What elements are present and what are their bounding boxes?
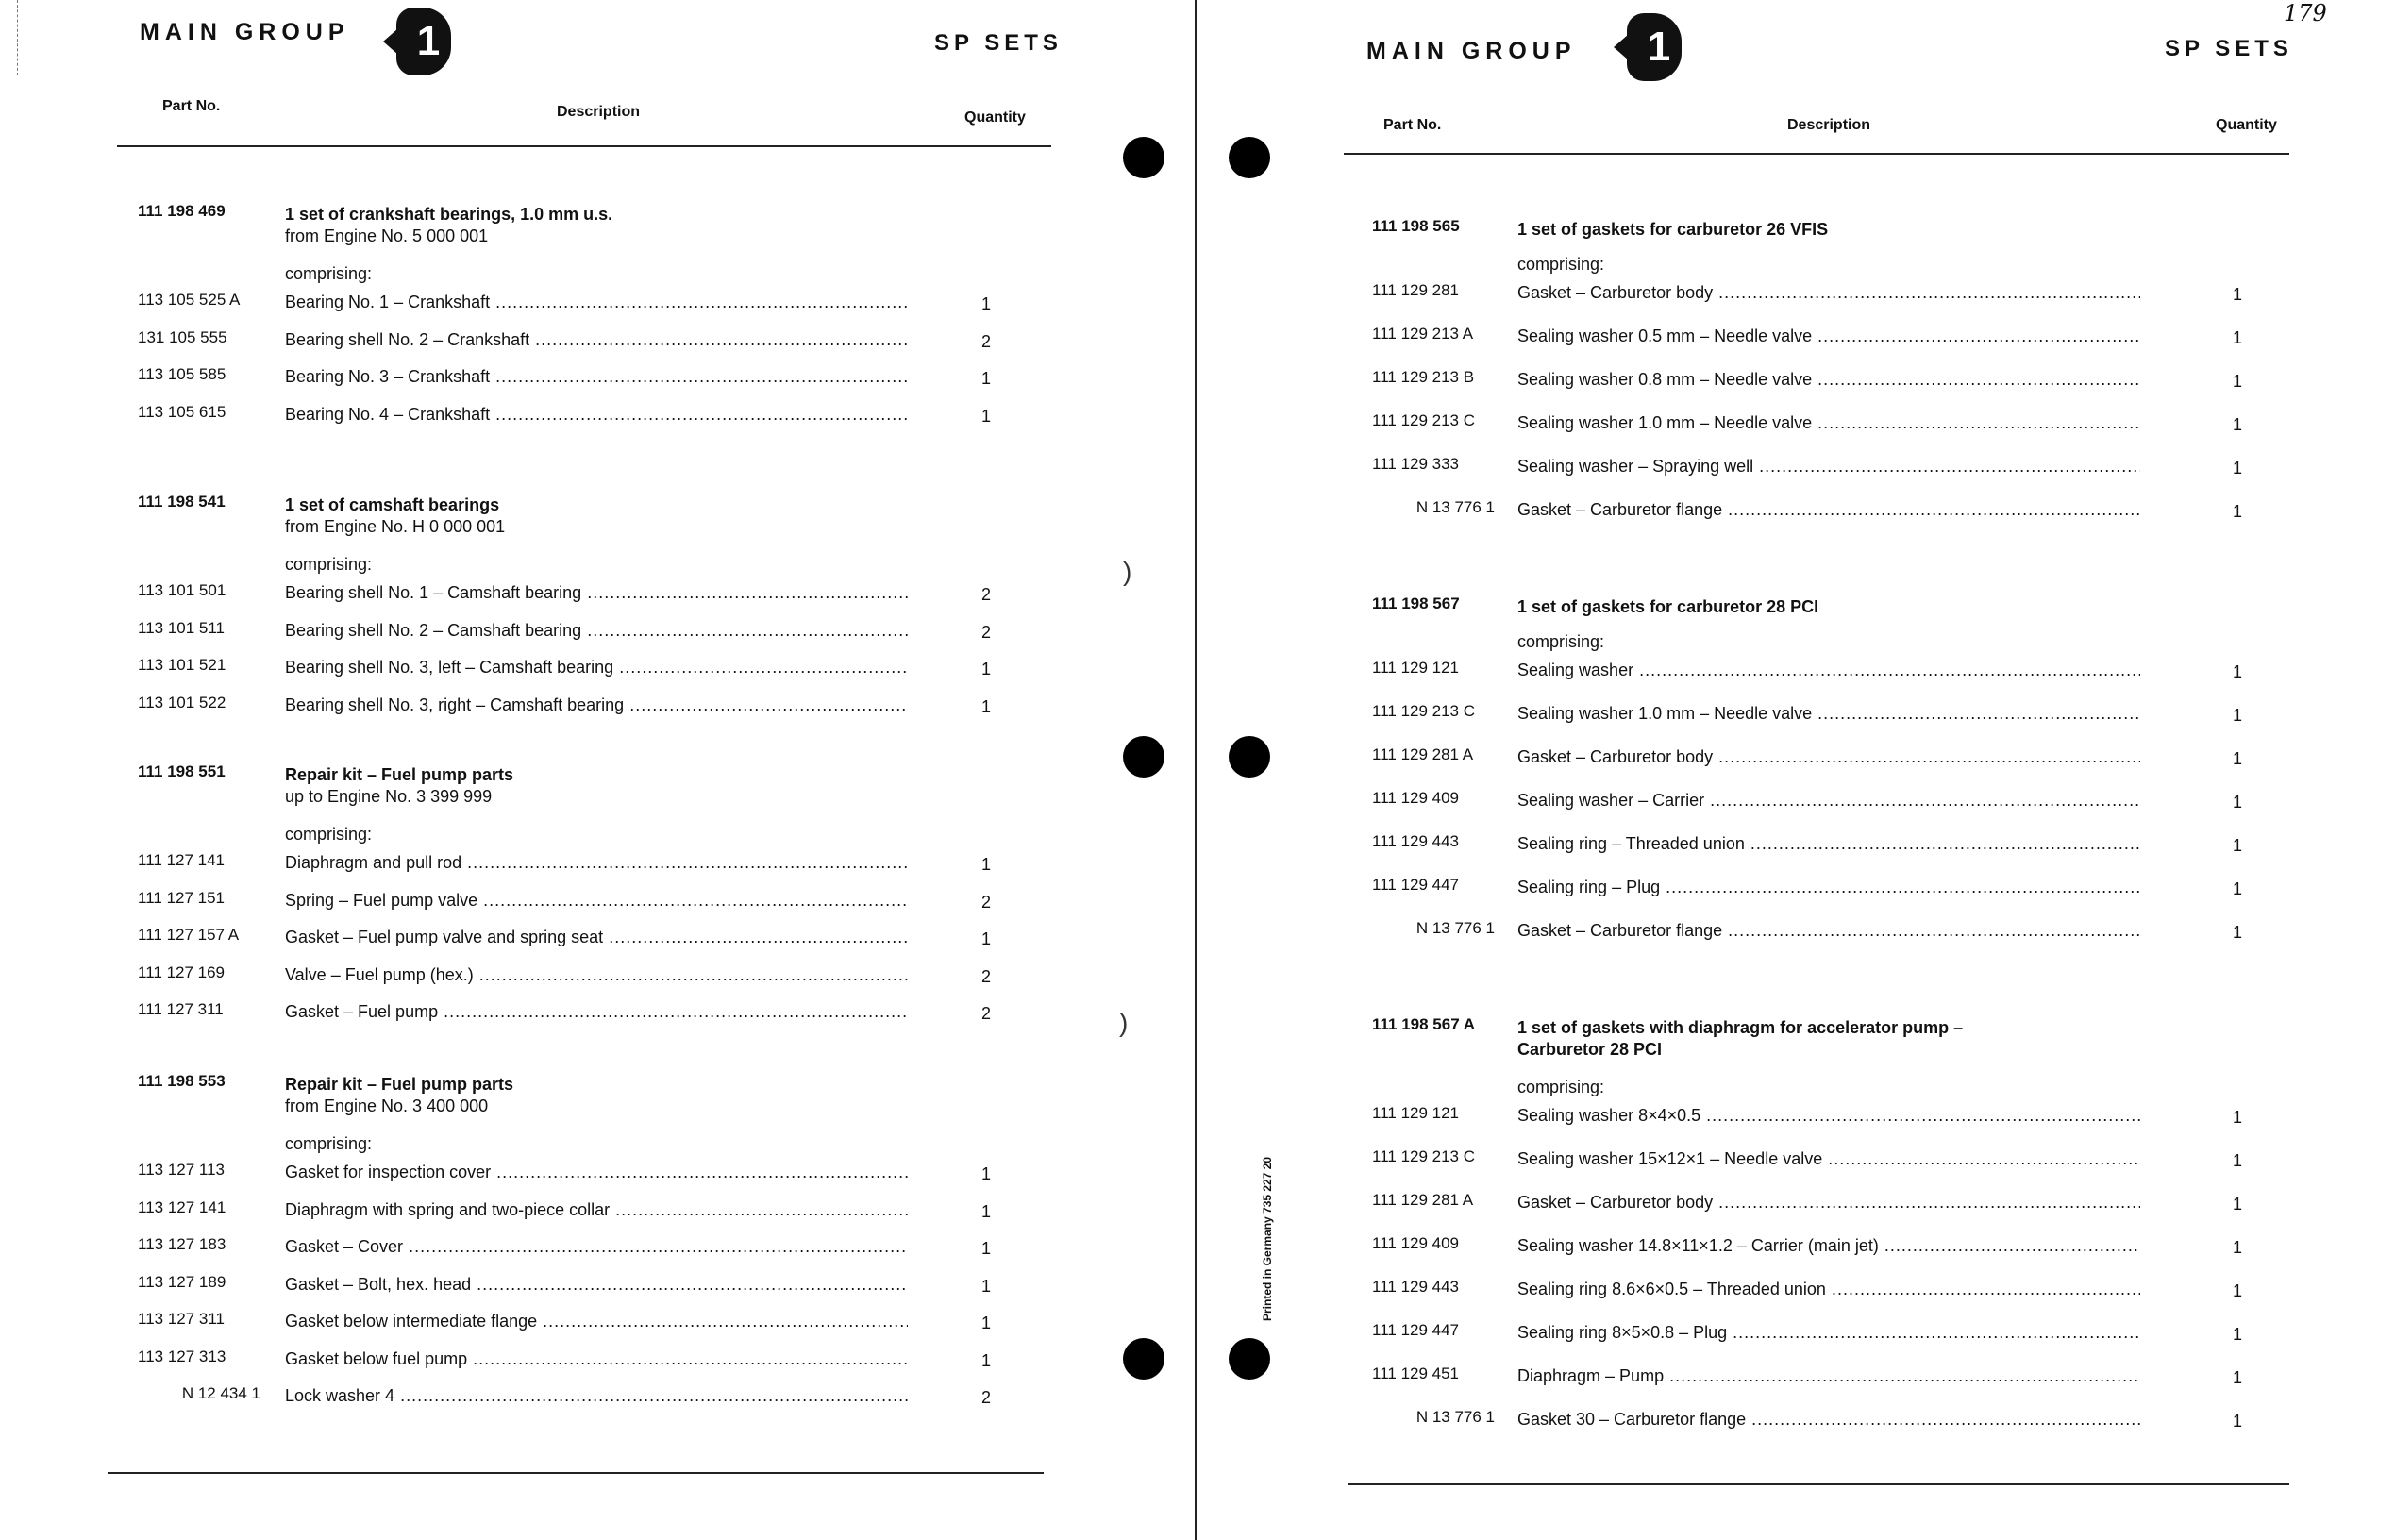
footer-rule bbox=[108, 1472, 1044, 1474]
item-description: Bearing No. 4 – Crankshaft ..... bbox=[285, 405, 908, 425]
set-header-row bbox=[0, 485, 1132, 513]
item-quantity: 1 bbox=[2232, 879, 2242, 898]
parts-row bbox=[0, 881, 1132, 916]
item-description: Sealing washer 1.0 mm – Needle valve ..... bbox=[1517, 704, 2140, 724]
parts-row bbox=[0, 574, 1132, 609]
item-description: Sealing washer ..... bbox=[1517, 661, 2140, 680]
item-quantity: 1 bbox=[2232, 923, 2242, 942]
parts-set-group bbox=[0, 755, 1132, 1023]
item-description: Sealing washer 1.0 mm – Needle valve ..... bbox=[1517, 413, 2140, 433]
item-part-number: 113 101 501 bbox=[138, 581, 226, 599]
header-rule bbox=[117, 145, 1051, 147]
item-quantity: 2 bbox=[980, 1388, 991, 1407]
item-quantity: 1 bbox=[980, 696, 991, 716]
set-title: 1 set of crankshaft bearings, 1.0 mm u.s. bbox=[285, 205, 613, 224]
group-number-badge bbox=[1627, 13, 1682, 81]
item-description: Gasket below intermediate flange ..... bbox=[285, 1312, 908, 1331]
item-quantity: 1 bbox=[2232, 662, 2242, 681]
item-part-number: 113 127 313 bbox=[138, 1347, 226, 1365]
set-title: 1 set of gaskets for carburetor 26 VFIS bbox=[1517, 220, 1829, 239]
bracket-mark: ) bbox=[1119, 1008, 1129, 1037]
col-header-description: Description bbox=[557, 104, 641, 120]
item-part-number: 111 129 121 bbox=[1372, 659, 1460, 677]
parts-row bbox=[1197, 651, 2329, 686]
item-quantity: 1 bbox=[980, 1350, 991, 1370]
set-title: 1 set of camshaft bearings bbox=[285, 495, 500, 514]
parts-row bbox=[1197, 695, 2329, 729]
item-description: Gasket – Fuel pump valve and spring seat ..... bbox=[285, 928, 908, 947]
set-part-number: 111 198 565 bbox=[1372, 217, 1460, 235]
item-quantity: 1 bbox=[980, 294, 991, 313]
item-part-number: 113 105 615 bbox=[138, 402, 226, 421]
parts-row bbox=[1197, 1400, 2329, 1435]
item-description: Bearing shell No. 3, left – Camshaft bearing ..... bbox=[285, 658, 908, 678]
item-part-number: 111 127 311 bbox=[138, 1000, 224, 1018]
item-part-number: 111 129 213 C bbox=[1372, 1147, 1476, 1165]
item-part-number: 111 129 281 bbox=[1372, 281, 1460, 299]
left-page bbox=[0, 0, 1197, 1540]
item-part-number: 113 127 183 bbox=[138, 1235, 226, 1253]
item-part-number: 113 127 311 bbox=[138, 1310, 226, 1328]
item-part-number: N 13 776 1 bbox=[1415, 919, 1495, 937]
item-description: Gasket below fuel pump ..... bbox=[285, 1349, 908, 1369]
right-page bbox=[1197, 0, 2395, 1540]
col-header-part: Part No. bbox=[1383, 117, 1442, 133]
sp-sets-heading: SP SETS bbox=[934, 30, 1063, 56]
item-quantity: 1 bbox=[2232, 372, 2242, 391]
item-part-number: 111 129 333 bbox=[1372, 455, 1460, 473]
item-part-number: 113 101 521 bbox=[138, 656, 226, 674]
parts-row bbox=[0, 844, 1132, 879]
item-quantity: 1 bbox=[980, 1201, 991, 1221]
parts-row bbox=[1197, 360, 2329, 395]
col-header-part: Part No. bbox=[162, 98, 221, 114]
set-header-row bbox=[1197, 1008, 2329, 1036]
item-part-number: 111 129 451 bbox=[1372, 1364, 1460, 1382]
punch-hole bbox=[1123, 736, 1164, 778]
item-part-number: 111 129 443 bbox=[1372, 1278, 1460, 1296]
item-quantity: 2 bbox=[980, 892, 991, 912]
item-description: Sealing ring – Threaded union ..... bbox=[1517, 834, 2140, 854]
parts-row bbox=[0, 918, 1132, 953]
parts-row bbox=[1197, 491, 2329, 526]
set-title: 1 set of gaskets with diaphragm for accelerator pump – bbox=[1517, 1018, 1964, 1037]
item-description: Bearing shell No. 2 – Crankshaft ..... bbox=[285, 330, 908, 350]
item-description: Sealing washer 0.8 mm – Needle valve ..... bbox=[1517, 370, 2140, 390]
item-part-number: 111 127 157 A bbox=[138, 926, 240, 944]
parts-row bbox=[1197, 1140, 2329, 1175]
item-description: Gasket – Carburetor body ..... bbox=[1517, 283, 2140, 303]
parts-row bbox=[1197, 1227, 2329, 1262]
set-engine-range: from Engine No. 3 400 000 bbox=[285, 1096, 489, 1115]
item-quantity: 1 bbox=[2232, 1412, 2242, 1431]
parts-row bbox=[0, 1340, 1132, 1375]
item-quantity: 2 bbox=[980, 331, 991, 351]
col-header-quantity: Quantity bbox=[964, 109, 1026, 126]
item-description: Sealing washer 8×4×0.5 ..... bbox=[1517, 1106, 2140, 1126]
parts-row bbox=[1197, 1357, 2329, 1392]
item-description: Lock washer 4 ..... bbox=[285, 1386, 908, 1406]
item-quantity: 1 bbox=[2232, 1151, 2242, 1170]
set-part-number: 111 198 567 A bbox=[1372, 1015, 1476, 1033]
parts-row bbox=[0, 648, 1132, 683]
set-part-number: 111 198 567 bbox=[1372, 594, 1460, 612]
item-quantity: 1 bbox=[980, 369, 991, 388]
comprising-label: comprising: bbox=[285, 1134, 373, 1153]
item-quantity: 1 bbox=[980, 406, 991, 426]
item-part-number: 111 129 213 B bbox=[1372, 368, 1475, 386]
parts-row bbox=[0, 686, 1132, 721]
main-group-heading: MAIN GROUP bbox=[140, 19, 350, 45]
main-group-heading: MAIN GROUP bbox=[1366, 38, 1577, 64]
comprising-label: comprising: bbox=[1517, 255, 1605, 274]
item-part-number: 113 127 189 bbox=[138, 1272, 226, 1291]
set-engine-range: from Engine No. 5 000 001 bbox=[285, 226, 489, 245]
parts-set-group bbox=[0, 194, 1132, 426]
comprising-label: comprising: bbox=[285, 825, 373, 844]
item-description: Bearing No. 1 – Crankshaft ..... bbox=[285, 293, 908, 312]
parts-set-group bbox=[0, 1064, 1132, 1407]
parts-row bbox=[1197, 404, 2329, 439]
header-rule bbox=[1344, 153, 2289, 155]
parts-row bbox=[1197, 912, 2329, 946]
parts-row bbox=[0, 993, 1132, 1028]
item-part-number: 111 127 169 bbox=[138, 962, 226, 981]
parts-row bbox=[0, 1377, 1132, 1412]
parts-row bbox=[1197, 1183, 2329, 1218]
item-description: Gasket – Carburetor body ..... bbox=[1517, 747, 2140, 767]
comprising-label: comprising: bbox=[285, 555, 373, 574]
item-description: Sealing washer 15×12×1 – Needle valve ..... bbox=[1517, 1149, 2140, 1169]
item-quantity: 1 bbox=[980, 1276, 991, 1296]
item-part-number: N 13 776 1 bbox=[1415, 1408, 1495, 1426]
item-part-number: 111 129 213 A bbox=[1372, 325, 1474, 343]
item-part-number: 113 127 141 bbox=[138, 1197, 226, 1216]
punch-hole bbox=[1229, 137, 1270, 178]
set-engine-range: up to Engine No. 3 399 999 bbox=[285, 787, 493, 806]
item-part-number: 111 127 151 bbox=[138, 888, 226, 907]
item-description: Gasket 30 – Carburetor flange ..... bbox=[1517, 1410, 2140, 1430]
item-quantity: 1 bbox=[2232, 502, 2242, 521]
item-quantity: 1 bbox=[2232, 415, 2242, 434]
parts-row bbox=[0, 956, 1132, 991]
parts-set-group bbox=[1197, 587, 2329, 942]
handwritten-page-number: 179 bbox=[2284, 0, 2327, 26]
item-quantity: 1 bbox=[2232, 706, 2242, 725]
comprising-label: comprising: bbox=[285, 264, 373, 283]
parts-row bbox=[0, 1228, 1132, 1263]
punch-hole bbox=[1123, 137, 1164, 178]
set-title: Repair kit – Fuel pump parts bbox=[285, 1075, 514, 1094]
item-part-number: 111 129 213 C bbox=[1372, 411, 1476, 429]
item-part-number: 111 129 281 A bbox=[1372, 745, 1474, 763]
item-description: Gasket – Carburetor flange ..... bbox=[1517, 500, 2140, 520]
item-quantity: 1 bbox=[2232, 285, 2242, 304]
set-header-row bbox=[0, 1064, 1132, 1093]
item-description: Sealing ring – Plug ..... bbox=[1517, 878, 2140, 897]
item-part-number: 111 129 447 bbox=[1372, 876, 1460, 894]
item-description: Bearing No. 3 – Crankshaft ..... bbox=[285, 367, 908, 387]
parts-row bbox=[0, 1302, 1132, 1337]
set-header-row bbox=[0, 194, 1132, 223]
item-part-number: 131 105 555 bbox=[138, 327, 227, 346]
item-quantity: 2 bbox=[980, 585, 991, 604]
item-part-number: 111 129 121 bbox=[1372, 1104, 1460, 1122]
item-description: Bearing shell No. 2 – Camshaft bearing ..... bbox=[285, 621, 908, 641]
item-part-number: 113 105 585 bbox=[138, 365, 226, 383]
parts-row bbox=[0, 1191, 1132, 1226]
group-number-badge bbox=[396, 8, 451, 75]
item-description: Gasket – Bolt, hex. head ..... bbox=[285, 1275, 908, 1295]
item-part-number: N 13 776 1 bbox=[1415, 498, 1495, 516]
parts-set-group bbox=[1197, 209, 2329, 521]
item-quantity: 1 bbox=[980, 1164, 991, 1183]
parts-row bbox=[1197, 447, 2329, 482]
parts-row bbox=[1197, 781, 2329, 816]
parts-row bbox=[0, 283, 1132, 318]
parts-row bbox=[1197, 317, 2329, 352]
item-description: Bearing shell No. 1 – Camshaft bearing ..... bbox=[285, 583, 908, 603]
item-quantity: 1 bbox=[2232, 1195, 2242, 1214]
item-description: Sealing washer – Carrier ..... bbox=[1517, 791, 2140, 811]
set-title: 1 set of gaskets for carburetor 28 PCI bbox=[1517, 597, 1819, 616]
comprising-label: comprising: bbox=[1517, 632, 1605, 651]
item-part-number: 111 127 141 bbox=[138, 851, 226, 869]
item-quantity: 2 bbox=[980, 622, 991, 642]
set-header-row bbox=[0, 755, 1132, 783]
item-description: Gasket for inspection cover ..... bbox=[285, 1163, 908, 1182]
item-part-number: 113 127 113 bbox=[138, 1161, 226, 1179]
parts-row bbox=[1197, 738, 2329, 773]
parts-row bbox=[0, 358, 1132, 393]
item-quantity: 1 bbox=[2232, 1108, 2242, 1127]
item-quantity: 1 bbox=[2232, 1368, 2242, 1387]
parts-row bbox=[1197, 825, 2329, 860]
set-part-number: 111 198 553 bbox=[138, 1072, 226, 1090]
item-quantity: 1 bbox=[980, 660, 991, 678]
parts-row bbox=[0, 611, 1132, 646]
item-part-number: 111 129 281 A bbox=[1372, 1191, 1474, 1209]
sp-sets-heading: SP SETS bbox=[2165, 36, 2293, 61]
punch-hole bbox=[1123, 1338, 1164, 1380]
item-description: Diaphragm and pull rod ..... bbox=[285, 853, 908, 873]
item-part-number: 111 129 409 bbox=[1372, 789, 1460, 807]
item-quantity: 1 bbox=[2232, 1325, 2242, 1344]
bracket-mark: ) bbox=[1123, 557, 1132, 586]
item-description: Spring – Fuel pump valve ..... bbox=[285, 891, 908, 911]
item-description: Diaphragm with spring and two-piece collar ..... bbox=[285, 1200, 908, 1220]
set-header-row bbox=[1197, 587, 2329, 615]
comprising-label: comprising: bbox=[1517, 1078, 1605, 1096]
parts-set-group bbox=[0, 485, 1132, 716]
item-part-number: N 12 434 1 bbox=[181, 1384, 260, 1402]
set-part-number: 111 198 469 bbox=[138, 202, 226, 220]
item-part-number: 113 101 511 bbox=[138, 618, 226, 637]
item-part-number: 111 129 443 bbox=[1372, 832, 1460, 850]
item-quantity: 2 bbox=[980, 1004, 991, 1023]
set-title: Repair kit – Fuel pump parts bbox=[285, 765, 514, 784]
item-description: Gasket – Carburetor flange ..... bbox=[1517, 921, 2140, 941]
item-quantity: 1 bbox=[2232, 793, 2242, 812]
item-description: Sealing washer – Spraying well ..... bbox=[1517, 457, 2140, 477]
parts-row bbox=[0, 1153, 1132, 1188]
item-quantity: 1 bbox=[980, 929, 991, 948]
parts-row bbox=[1197, 274, 2329, 309]
parts-row bbox=[0, 1265, 1132, 1300]
set-part-number: 111 198 541 bbox=[138, 493, 226, 511]
footer-rule bbox=[1348, 1483, 2289, 1485]
item-description: Sealing ring 8.6×6×0.5 – Threaded union ..... bbox=[1517, 1280, 2140, 1299]
item-part-number: 113 101 522 bbox=[138, 693, 226, 711]
item-part-number: 113 105 525 A bbox=[138, 291, 241, 309]
set-engine-range: from Engine No. H 0 000 001 bbox=[285, 517, 506, 536]
set-title-continued: Carburetor 28 PCI bbox=[1517, 1040, 1663, 1059]
set-part-number: 111 198 551 bbox=[138, 762, 226, 780]
item-quantity: 1 bbox=[980, 855, 991, 874]
parts-row bbox=[0, 321, 1132, 356]
set-header-row bbox=[1197, 209, 2329, 238]
item-quantity: 1 bbox=[2232, 836, 2242, 855]
item-quantity: 1 bbox=[2232, 1281, 2242, 1300]
item-quantity: 1 bbox=[2232, 749, 2242, 768]
item-description: Gasket – Carburetor body ..... bbox=[1517, 1193, 2140, 1213]
item-part-number: 111 129 447 bbox=[1372, 1321, 1460, 1339]
item-description: Valve – Fuel pump (hex.) ..... bbox=[285, 965, 908, 985]
parts-row bbox=[1197, 1096, 2329, 1131]
printed-in-germany-note: Printed in Germany 735 227 20 bbox=[1261, 1156, 1274, 1321]
parts-row bbox=[0, 395, 1132, 430]
item-quantity: 1 bbox=[2232, 459, 2242, 477]
col-header-quantity: Quantity bbox=[2216, 117, 2277, 133]
parts-row bbox=[1197, 1314, 2329, 1348]
item-description: Sealing washer 0.5 mm – Needle valve ..... bbox=[1517, 326, 2140, 346]
group-number: 1 bbox=[1647, 24, 1671, 70]
item-quantity: 1 bbox=[2232, 328, 2242, 347]
item-part-number: 111 129 213 C bbox=[1372, 702, 1476, 720]
item-description: Diaphragm – Pump ..... bbox=[1517, 1366, 2140, 1386]
item-description: Gasket – Cover ..... bbox=[285, 1237, 908, 1257]
parts-row bbox=[1197, 868, 2329, 903]
item-part-number: 111 129 409 bbox=[1372, 1234, 1460, 1252]
parts-row bbox=[1197, 1270, 2329, 1305]
item-quantity: 1 bbox=[980, 1239, 991, 1258]
item-quantity: 1 bbox=[980, 1314, 991, 1332]
item-description: Sealing ring 8×5×0.8 – Plug ..... bbox=[1517, 1323, 2140, 1343]
item-description: Bearing shell No. 3, right – Camshaft bearing ..... bbox=[285, 695, 908, 715]
item-quantity: 2 bbox=[980, 966, 991, 986]
item-description: Gasket – Fuel pump ..... bbox=[285, 1002, 908, 1022]
item-quantity: 1 bbox=[2232, 1238, 2242, 1257]
col-header-description: Description bbox=[1787, 117, 1871, 133]
group-number: 1 bbox=[416, 18, 441, 64]
item-description: Sealing washer 14.8×11×1.2 – Carrier (main jet) ..... bbox=[1517, 1236, 2140, 1256]
